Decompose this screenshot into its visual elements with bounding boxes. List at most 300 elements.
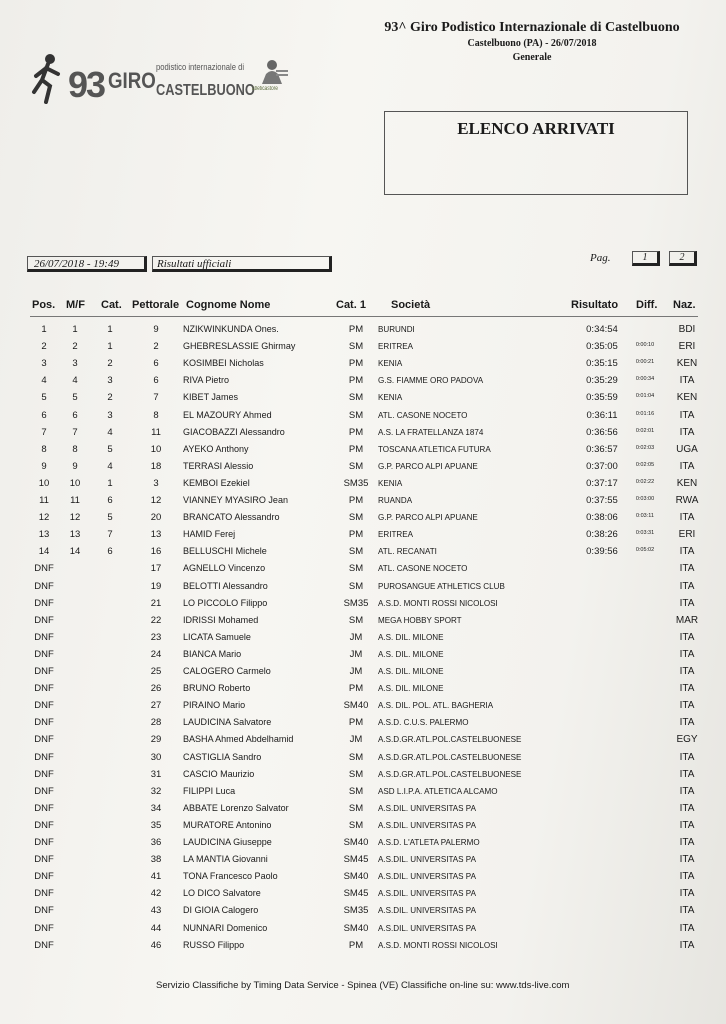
row-naz: KEN	[676, 358, 698, 370]
row-diff: 0:00:10	[635, 342, 655, 349]
row-pettorale: 2	[153, 341, 159, 353]
row-name: HAMID Ferej	[183, 529, 236, 541]
logo-subtitle: podistico internazionale di	[156, 62, 245, 72]
row-societa: ATL. CASONE NOCETO	[378, 563, 468, 574]
row-risultato: 0:37:55	[586, 495, 618, 506]
row-cat1: SM	[348, 409, 364, 421]
row-naz: ITA	[679, 426, 695, 438]
row-naz: ITA	[679, 871, 695, 883]
table-row	[0, 663, 726, 680]
row-pettorale: 10	[150, 443, 162, 455]
row-pos: 12	[38, 512, 50, 524]
row-pos: DNF	[34, 888, 54, 900]
sponsor-icon	[252, 56, 292, 86]
row-societa: G.P. PARCO ALPI APUANE	[378, 512, 478, 523]
row-name: TONA Francesco Paolo	[183, 871, 278, 883]
row-risultato: 0:38:26	[586, 529, 618, 541]
row-name: NUNNARI Domenico	[183, 922, 268, 934]
row-cat: 7	[107, 529, 113, 541]
table-row	[0, 937, 726, 954]
row-name: CASTIGLIA Sandro	[183, 751, 262, 763]
row-pettorale: 24	[150, 648, 162, 660]
row-pos: DNF	[34, 614, 54, 626]
page-title: ELENCO ARRIVATI	[457, 119, 615, 138]
row-cat1: PM	[348, 426, 364, 438]
row-naz: RWA	[675, 495, 699, 506]
row-pos: 5	[41, 392, 47, 404]
row-name: BIANCA Mario	[183, 648, 242, 660]
row-name: KEMBOI Ezekiel	[183, 477, 250, 489]
row-pos: DNF	[34, 700, 54, 712]
row-pettorale: 11	[151, 426, 161, 438]
row-name: LO DICO Salvatore	[183, 888, 261, 900]
row-risultato: 0:38:06	[586, 512, 618, 524]
row-societa: A.S.DIL. UNIVERSITAS PA	[378, 854, 476, 865]
row-pettorale: 16	[150, 546, 162, 558]
row-societa: KENIA	[378, 392, 403, 403]
row-name: ABBATE Lorenzo Salvator	[183, 802, 289, 814]
row-name: EL MAZOURY Ahmed	[183, 409, 272, 421]
row-pos: 2	[41, 341, 47, 353]
table-row	[0, 629, 726, 646]
row-societa: A.S.D. C.U.S. PALERMO	[378, 717, 469, 728]
row-pettorale: 7	[153, 392, 159, 404]
row-name: LAUDICINA Giuseppe	[183, 837, 272, 848]
row-name: RIVA Pietro	[183, 375, 229, 387]
row-pos: DNF	[34, 785, 54, 797]
row-cat1: SM40	[343, 700, 369, 712]
row-pettorale: 22	[150, 614, 162, 626]
row-name: FILIPPI Luca	[183, 785, 236, 797]
col-diff: Diff.	[636, 299, 658, 311]
row-societa: A.S.D. L'ATLETA PALERMO	[378, 837, 480, 847]
row-mf: 13	[69, 529, 81, 541]
row-cat: 1	[107, 324, 113, 335]
row-pos: DNF	[34, 802, 54, 814]
event-location-date: Castelbuono (PA) - 26/07/2018	[467, 38, 597, 49]
row-naz: KEN	[676, 392, 698, 404]
row-naz: ITA	[679, 683, 695, 695]
row-pettorale: 9	[153, 324, 159, 335]
table-row	[0, 646, 726, 663]
logo-town: CASTELBUONO	[156, 82, 255, 99]
row-societa: A.S.DIL. UNIVERSITAS PA	[378, 888, 476, 899]
row-diff: 0:03:00	[635, 496, 655, 502]
page-label: Pag.	[590, 252, 611, 264]
row-mf: 3	[72, 358, 78, 370]
row-cat: 3	[107, 409, 113, 421]
row-pos: DNF	[34, 837, 54, 848]
row-naz: ITA	[679, 837, 695, 848]
row-cat1: SM	[348, 546, 364, 558]
row-name: VIANNEY MYASIRO Jean	[183, 495, 289, 506]
row-pettorale: 28	[150, 717, 162, 729]
table-row	[0, 851, 726, 868]
table-row	[0, 509, 726, 526]
row-diff: 0:05:02	[635, 547, 655, 554]
table-row	[0, 578, 726, 595]
row-risultato: 0:37:17	[586, 477, 618, 489]
row-societa: A.S.DIL. UNIVERSITAS PA	[378, 922, 476, 933]
row-cat: 5	[107, 512, 113, 524]
table-row	[0, 868, 726, 885]
row-pettorale: 30	[150, 751, 162, 763]
row-cat1: SM	[348, 768, 364, 780]
row-pos: 13	[38, 529, 50, 541]
row-risultato: 0:35:59	[586, 392, 618, 404]
row-naz: ITA	[679, 888, 695, 900]
row-pos: DNF	[34, 768, 54, 780]
row-pettorale: 13	[150, 529, 162, 541]
row-diff: 0:01:04	[635, 393, 655, 400]
row-naz: ITA	[679, 700, 695, 712]
row-risultato: 0:35:15	[586, 358, 618, 370]
row-cat1: SM45	[343, 888, 369, 900]
row-naz: ITA	[679, 802, 695, 814]
table-row	[0, 697, 726, 714]
row-societa: PUROSANGUE ATHLETICS CLUB	[378, 580, 505, 591]
row-naz: ITA	[679, 751, 695, 763]
row-diff: 0:02:22	[635, 478, 655, 485]
row-societa: A.S. LA FRATELLANZA 1874	[378, 426, 484, 437]
row-naz: KEN	[676, 477, 698, 489]
row-pos: DNF	[34, 580, 54, 592]
row-societa: A.S.DIL. UNIVERSITAS PA	[378, 871, 476, 882]
row-name: BRUNO Roberto	[183, 683, 251, 695]
col-naz: Naz.	[673, 299, 696, 311]
row-naz: ITA	[679, 597, 695, 609]
row-cat1: JM	[349, 648, 363, 660]
row-name: DI GIOIA Calogero	[183, 905, 259, 917]
page-total: 2	[669, 251, 697, 266]
row-naz: UGA	[676, 443, 698, 455]
row-cat1: JM	[349, 734, 363, 746]
row-societa: A.S. DIL. MILONE	[378, 648, 444, 659]
row-pos: 9	[41, 460, 47, 472]
row-mf: 12	[69, 512, 81, 524]
row-pettorale: 6	[153, 375, 159, 387]
row-pos: DNF	[34, 563, 54, 575]
row-cat1: SM40	[343, 837, 369, 848]
table-row	[0, 475, 726, 492]
row-cat1: SM	[348, 460, 364, 472]
row-societa: RUANDA	[378, 495, 413, 505]
row-cat1: SM45	[343, 854, 369, 866]
row-mf: 6	[72, 409, 78, 421]
row-societa: A.S.D. MONTI ROSSI NICOLOSI	[378, 939, 498, 950]
row-naz: ITA	[679, 939, 695, 951]
row-naz: EGY	[676, 734, 698, 746]
col-name: Cognome Nome	[186, 299, 271, 311]
row-pettorale: 20	[150, 512, 162, 524]
row-pos: 11	[39, 495, 49, 506]
row-diff: 0:03:31	[635, 530, 655, 537]
row-societa: A.S.DIL. UNIVERSITAS PA	[378, 905, 476, 916]
row-naz: ITA	[679, 819, 695, 831]
row-pettorale: 34	[150, 802, 162, 814]
row-cat1: SM	[348, 580, 364, 592]
row-name: CALOGERO Carmelo	[183, 666, 271, 677]
col-pettorale: Pettorale	[132, 299, 180, 311]
row-cat1: PM	[348, 939, 364, 951]
row-name: GHEBRESLASSIE Ghirmay	[183, 341, 296, 353]
row-naz: ITA	[679, 648, 695, 660]
table-row	[0, 560, 726, 577]
row-societa: ATL. CASONE NOCETO	[378, 409, 468, 420]
row-cat1: SM	[348, 563, 364, 575]
table-row	[0, 749, 726, 766]
row-pos: 10	[38, 477, 50, 489]
row-naz: ITA	[679, 375, 695, 387]
row-pettorale: 41	[150, 871, 162, 883]
logo-giro: GIRO	[108, 68, 156, 93]
row-pettorale: 6	[153, 358, 159, 370]
row-societa: ASD L.I.P.A. ATLETICA ALCAMO	[378, 785, 498, 796]
row-cat1: PM	[348, 529, 364, 541]
row-pettorale: 44	[150, 922, 162, 934]
row-cat: 2	[107, 392, 113, 404]
row-societa: A.S.D. MONTI ROSSI NICOLOSI	[378, 597, 498, 608]
row-pos: DNF	[34, 819, 54, 831]
row-mf: 5	[72, 392, 78, 404]
table-row	[0, 407, 726, 424]
row-cat: 4	[107, 426, 113, 438]
row-name: LAUDICINA Salvatore	[183, 717, 272, 729]
print-datetime: 26/07/2018 - 19:49	[27, 256, 147, 272]
row-naz: ITA	[679, 409, 695, 421]
col-cat: Cat.	[101, 299, 122, 311]
row-cat1: PM	[348, 324, 364, 335]
row-societa: KENIA	[378, 477, 403, 488]
row-risultato: 0:37:00	[586, 460, 618, 472]
row-naz: ITA	[679, 905, 695, 917]
col-pos: Pos.	[32, 299, 56, 311]
row-societa: A.S.DIL. UNIVERSITAS PA	[378, 819, 476, 830]
row-cat1: SM	[348, 512, 364, 524]
row-pos: DNF	[34, 666, 54, 677]
row-naz: ERI	[678, 529, 696, 541]
row-pos: 6	[41, 409, 47, 421]
row-cat1: PM	[348, 443, 364, 455]
row-pos: 4	[41, 375, 47, 387]
row-name: BRANCATO Alessandro	[183, 512, 280, 524]
col-risultato: Risultato	[571, 299, 619, 311]
row-pos: 1	[41, 324, 47, 335]
row-pos: DNF	[34, 717, 54, 729]
row-naz: ITA	[679, 512, 695, 524]
row-name: PIRAINO Mario	[183, 700, 246, 712]
row-risultato: 0:35:05	[586, 341, 618, 353]
row-cat: 1	[107, 341, 113, 353]
row-name: CASCIO Maurizio	[183, 768, 255, 780]
table-row	[0, 424, 726, 441]
row-name: KOSIMBEI Nicholas	[183, 358, 264, 370]
row-naz: ITA	[679, 922, 695, 934]
row-name: BASHA Ahmed Abdelhamid	[183, 734, 294, 746]
table-row	[0, 441, 726, 458]
table-row	[0, 902, 726, 919]
row-cat1: PM	[348, 358, 364, 370]
row-mf: 7	[72, 426, 78, 438]
row-pos: 14	[38, 546, 50, 558]
row-cat1: SM40	[343, 922, 369, 934]
row-cat1: SM	[348, 341, 364, 353]
row-naz: ITA	[679, 460, 695, 472]
row-societa: TOSCANA ATLETICA FUTURA	[378, 443, 491, 454]
row-pettorale: 8	[153, 409, 159, 421]
table-row	[0, 834, 726, 851]
row-diff: 0:00:21	[635, 359, 655, 366]
table-row	[0, 595, 726, 612]
logo-number: 93	[68, 64, 105, 105]
row-pos: DNF	[34, 734, 54, 746]
table-row	[0, 492, 726, 509]
row-name: NZIKWINKUNDA Ones.	[183, 324, 279, 335]
row-pettorale: 3	[153, 477, 159, 489]
row-risultato: 0:36:56	[586, 426, 618, 438]
row-societa: A.S. DIL. MILONE	[378, 666, 444, 676]
title-box	[384, 111, 688, 195]
row-societa: A.S.D.GR.ATL.POL.CASTELBUONESE	[378, 768, 522, 779]
row-pettorale: 42	[150, 888, 162, 900]
row-pettorale: 31	[150, 768, 162, 780]
table-row	[0, 817, 726, 834]
row-naz: BDI	[678, 324, 696, 335]
row-risultato: 0:36:57	[586, 443, 618, 455]
row-societa: A.S.D.GR.ATL.POL.CASTELBUONESE	[378, 751, 522, 762]
row-societa: G.S. FIAMME ORO PADOVA	[378, 375, 484, 386]
row-pos: DNF	[34, 648, 54, 660]
row-pos: DNF	[34, 597, 54, 609]
row-naz: ITA	[679, 631, 695, 643]
row-name: GIACOBAZZI Alessandro	[183, 426, 285, 438]
row-societa: A.S. DIL. MILONE	[378, 683, 444, 694]
row-diff: 0:01:16	[635, 410, 655, 417]
event-logo	[30, 48, 255, 114]
runner-icon	[30, 52, 66, 108]
row-cat1: PM	[348, 683, 364, 695]
row-pettorale: 17	[150, 563, 162, 575]
row-mf: 1	[72, 324, 78, 335]
row-cat1: SM	[348, 751, 364, 763]
row-diff: 0:03:11	[636, 513, 654, 520]
table-row	[0, 355, 726, 372]
row-societa: ERITREA	[378, 529, 414, 540]
row-naz: ITA	[679, 854, 695, 866]
table-row	[0, 885, 726, 902]
row-societa: G.P. PARCO ALPI APUANE	[378, 460, 478, 471]
row-pos: DNF	[34, 751, 54, 763]
table-row	[0, 920, 726, 937]
row-societa: A.S. DIL. POL. ATL. BAGHERIA	[378, 700, 494, 711]
table-row	[0, 783, 726, 800]
row-cat1: SM40	[343, 871, 369, 883]
sponsor-text: atleticastore	[252, 86, 278, 92]
row-name: LA MANTIA Giovanni	[183, 854, 268, 866]
table-row	[0, 338, 726, 355]
row-naz: ERI	[678, 341, 696, 353]
row-cat1: SM	[348, 392, 364, 404]
row-mf: 2	[72, 341, 78, 353]
table-row	[0, 321, 726, 338]
row-pettorale: 12	[150, 495, 162, 506]
row-diff: 0:00:34	[635, 376, 655, 383]
row-name: AGNELLO Vincenzo	[183, 563, 266, 575]
page-current: 1	[632, 251, 660, 266]
footer-credit: Servizio Classifiche by Timing Data Service - Spinea (VE) Classifiche on-line su: www.tds-live.com	[156, 980, 570, 991]
row-pos: 3	[41, 358, 47, 370]
row-cat1: SM	[348, 819, 364, 831]
row-pos: DNF	[34, 854, 54, 866]
row-cat: 4	[107, 460, 113, 472]
table-row	[0, 800, 726, 817]
row-pettorale: 36	[150, 837, 162, 848]
row-mf: 4	[72, 375, 78, 387]
row-naz: ITA	[679, 563, 695, 575]
row-diff: 0:02:03	[635, 444, 655, 451]
row-societa: ATL. RECANATI	[378, 546, 437, 557]
row-name: LICATA Samuele	[183, 631, 251, 643]
row-naz: ITA	[679, 666, 695, 677]
row-cat: 6	[107, 495, 113, 506]
row-cat: 3	[107, 375, 113, 387]
table-row	[0, 389, 726, 406]
row-naz: ITA	[679, 768, 695, 780]
row-pos: DNF	[34, 871, 54, 883]
row-pos: DNF	[34, 631, 54, 643]
row-naz: MAR	[675, 614, 699, 626]
row-societa: A.S. DIL. MILONE	[378, 631, 444, 642]
row-pettorale: 21	[150, 597, 162, 609]
row-pos: 8	[41, 443, 47, 455]
row-cat1: SM35	[343, 477, 369, 489]
row-societa: A.S.D.GR.ATL.POL.CASTELBUONESE	[378, 734, 522, 745]
table-row	[0, 612, 726, 629]
row-cat1: SM	[348, 785, 364, 797]
row-cat: 5	[107, 443, 113, 455]
row-name: BELLUSCHI Michele	[183, 546, 267, 558]
row-pettorale: 19	[150, 580, 162, 592]
table-row	[0, 714, 726, 731]
row-risultato: 0:34:54	[586, 324, 618, 335]
row-diff: 0:02:05	[635, 461, 655, 468]
row-naz: ITA	[679, 546, 695, 558]
row-cat: 1	[107, 477, 113, 489]
row-societa: BURUNDI	[378, 324, 415, 334]
row-pos: DNF	[34, 922, 54, 934]
row-cat1: SM35	[343, 597, 369, 609]
row-name: MURATORE Antonino	[183, 819, 272, 831]
row-name: TERRASI Alessio	[183, 460, 254, 472]
row-cat1: SM35	[343, 905, 369, 917]
row-cat1: PM	[348, 717, 364, 729]
header-divider	[30, 316, 698, 317]
row-pos: DNF	[34, 939, 54, 951]
row-naz: ITA	[679, 580, 695, 592]
row-name: IDRISSI Mohamed	[183, 614, 259, 626]
row-name: AYEKO Anthony	[183, 443, 249, 455]
sponsor-logo	[252, 56, 292, 102]
row-mf: 9	[72, 460, 78, 472]
row-mf: 8	[72, 443, 78, 455]
row-pos: 7	[41, 426, 47, 438]
row-pettorale: 27	[150, 700, 162, 712]
col-societa: Società	[391, 299, 431, 311]
table-row	[0, 372, 726, 389]
row-cat1: SM	[348, 614, 364, 626]
row-pettorale: 26	[150, 683, 162, 695]
ranking-category: Generale	[512, 52, 552, 63]
